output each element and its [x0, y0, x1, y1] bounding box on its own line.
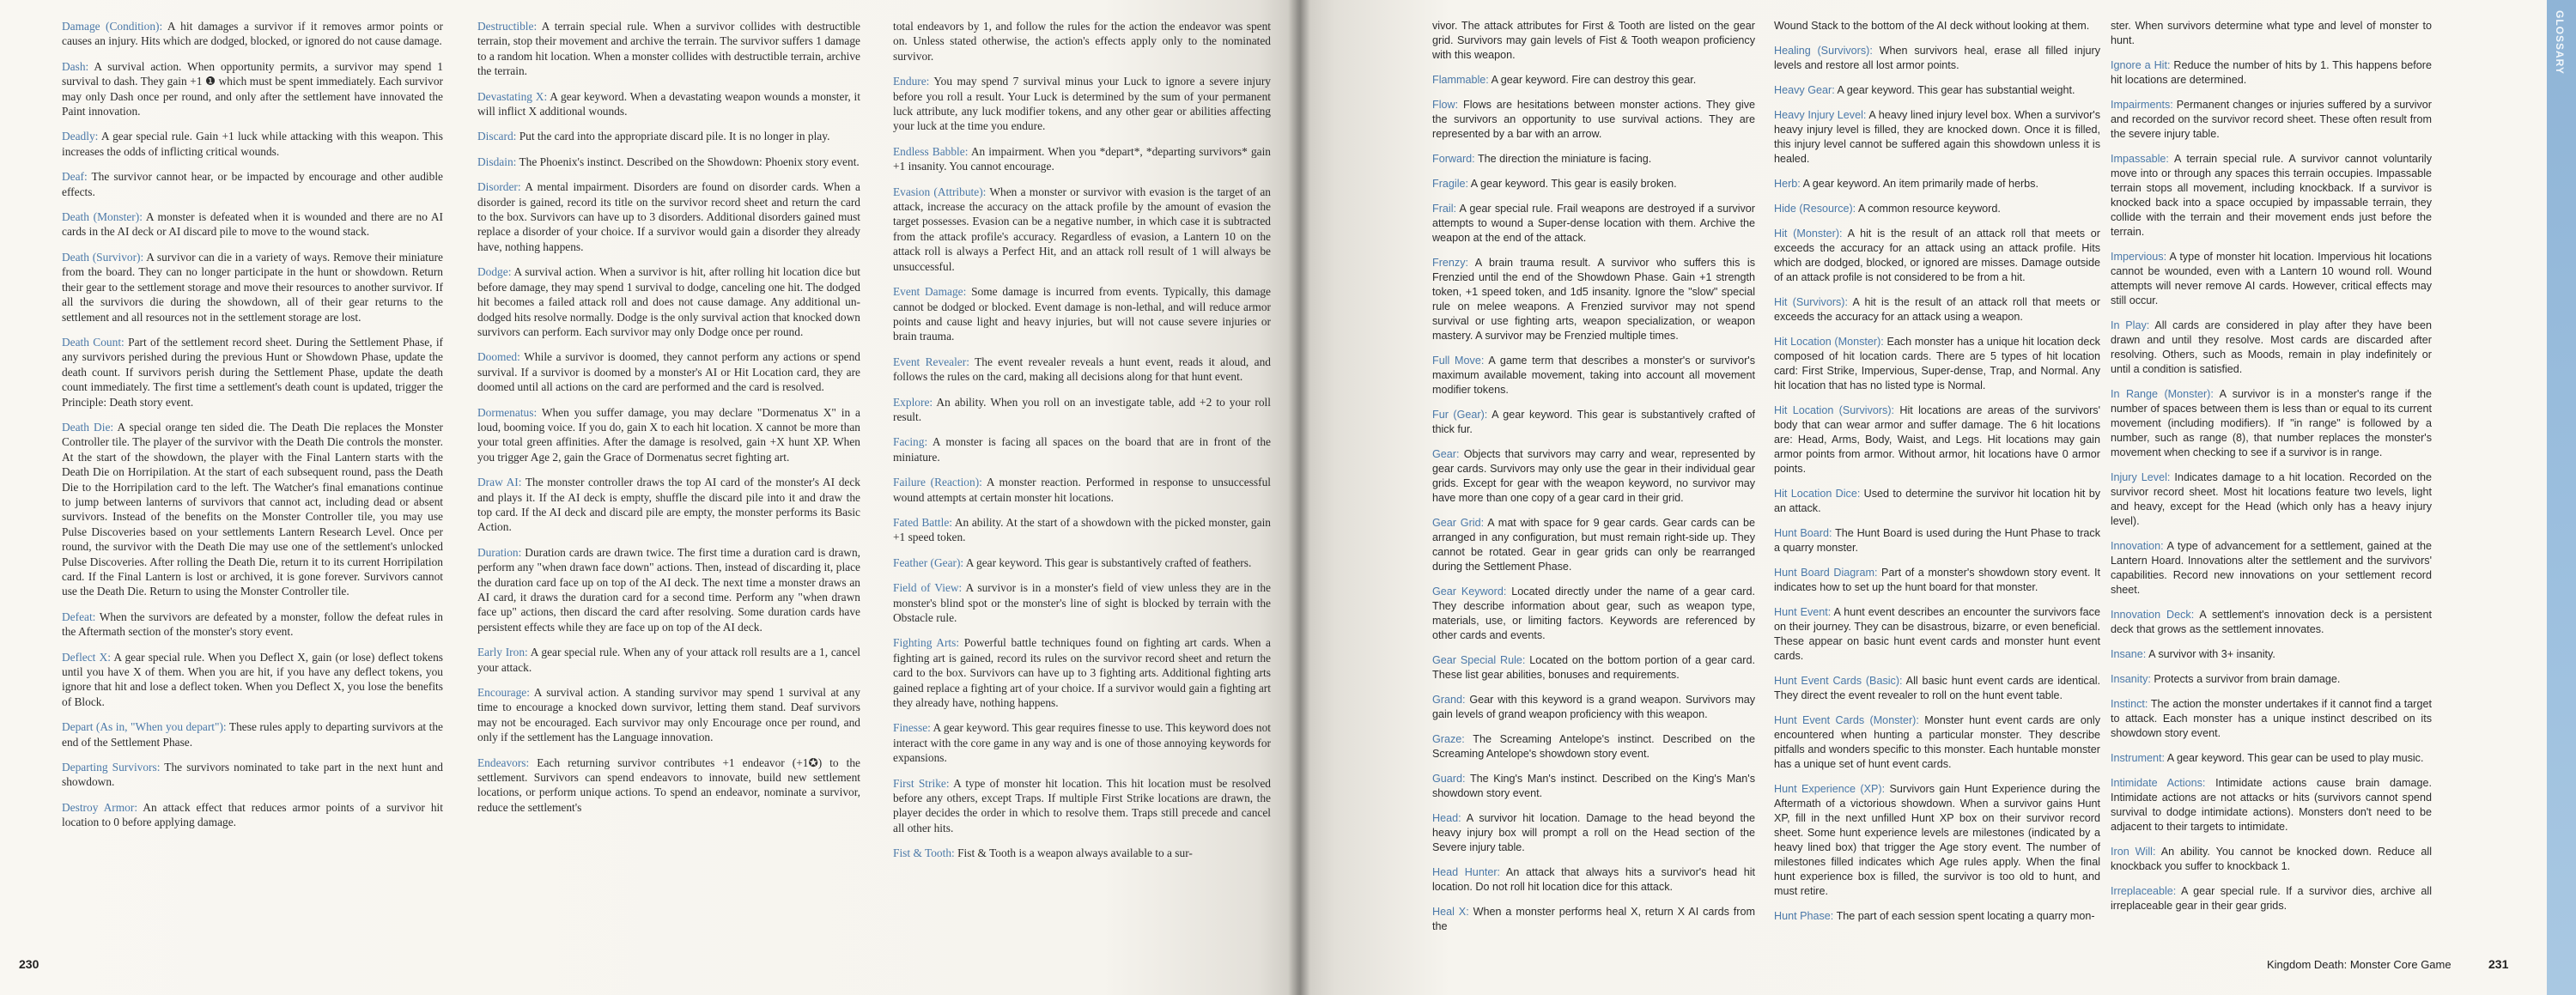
glossary-term: Hunt Board:	[1774, 527, 1832, 539]
glossary-definition: A monster reaction. Performed in response to unsuccessful wound attempts at certain monster hit locations.	[893, 476, 1271, 504]
glossary-definition: These rules apply to departing survivors at the end of the Settlement Phase.	[62, 720, 443, 749]
glossary-entry	[893, 635, 1271, 710]
glossary-term: Fragile:	[1432, 178, 1468, 190]
glossary-term: Facing:	[893, 435, 928, 449]
glossary-definition: While a survivor is doomed, they cannot perform any actions or spend survival. If a survivor is doomed by a monster's AI or Hit Location card, they are doomed until all actions on the card are performed and the card is resolved.	[477, 350, 860, 394]
glossary-term: Hunt Event:	[1774, 606, 1832, 618]
glossary-entry	[62, 719, 443, 749]
glossary-tab	[2547, 0, 2576, 995]
glossary-entry	[477, 179, 860, 254]
glossary-entry	[1774, 108, 2100, 167]
glossary-definition: A settlement's innovation deck is a persistent deck that grows as the settlement innovates.	[2111, 609, 2432, 635]
left-column-3	[893, 19, 1271, 871]
glossary-entry	[893, 355, 1271, 385]
glossary-entry	[1774, 177, 2100, 191]
glossary-entry	[62, 59, 443, 119]
glossary-term: Departing Survivors:	[62, 761, 161, 774]
glossary-term: Dodge:	[477, 265, 512, 279]
glossary-term: Injury Level:	[2111, 471, 2171, 483]
left-column-2	[477, 19, 860, 825]
glossary-definition: A monster is facing all spaces on the board that are in front of the miniature.	[893, 435, 1271, 464]
glossary-term: Depart (As in, "When you depart"):	[62, 720, 227, 734]
glossary-entry	[1774, 674, 2100, 703]
glossary-definition: A gear keyword. This gear can be used to play music.	[2165, 752, 2424, 764]
glossary-definition: The direction the miniature is facing.	[1474, 153, 1652, 165]
glossary-term: Gear Grid:	[1432, 517, 1485, 529]
glossary-entry	[2111, 751, 2432, 766]
glossary-definition: Hit locations are areas of the survivors' body that can wear armor and suffer damage. The 6 hit locations are: Head, Arms, Body, Waist, and Legs. Hit locations may gain armor points from armor. Without armor, hit locations have 0 armor points.	[1774, 404, 2101, 475]
glossary-term: Hunt Phase:	[1774, 910, 1834, 922]
glossary-definition: A gear special rule. When you Deflect X, gain (or lose) deflect tokens until you have X of them. When you are hit, if you have any deflect tokens, you ignore that hit and lose a deflect token. When you Deflect X, you lose the benefits of Block.	[62, 650, 444, 708]
glossary-entry	[477, 349, 860, 394]
glossary-definition: When a monster or survivor with evasion is the target of an attack, increase the accuracy on the attack profile by the amount of evasion the target possesses. Evasion can be a negative number, in which case it is subtracted from the attack profile's accuracy. Regardless of evasion, a Lantern 10 on the attack roll is always a Perfect Hit, and an attack roll result of 1 will always be unsuccessful.	[893, 185, 1271, 273]
glossary-definition: All basic hunt event cards are identical. They direct the event revealer to roll on the hunt event table.	[1774, 675, 2100, 701]
right-page-number: 231	[2488, 957, 2509, 971]
glossary-term: Hunt Event Cards (Monster):	[1774, 714, 1919, 726]
glossary-definition: The King's Man's instinct. Described on the King's Man's showdown story event.	[1432, 773, 1755, 799]
glossary-entry	[1432, 98, 1755, 142]
glossary-term: Devastating X:	[477, 89, 548, 103]
glossary-entry	[62, 800, 443, 830]
glossary-term: Insanity:	[2111, 673, 2151, 685]
glossary-term: Hit Location (Survivors):	[1774, 404, 1895, 416]
glossary-entry	[477, 685, 860, 745]
left-column-1	[62, 19, 443, 840]
glossary-term: Endless Babble:	[893, 144, 969, 158]
glossary-entry	[477, 405, 860, 465]
glossary-entry	[2111, 647, 2432, 662]
glossary-definition: Survivors gain Hunt Experience during the Aftermath of a victorious showdown. When a survivor gains Hunt XP, fill in the next unfilled Hunt XP box on their survivor record sheet. Some hunt experience levels are milestones (indicated by a heavy lined box) that trigger the Age story event. The number of milestones filled indicates which Age rules apply. When the final hunt experience box is filled, the survivor is too old to hunt, and must retire.	[1774, 783, 2100, 897]
glossary-entry	[477, 475, 860, 535]
glossary-definition: The Hunt Board is used during the Hunt Phase to track a quarry monster.	[1774, 527, 2100, 554]
glossary-term: Hunt Experience (XP):	[1774, 783, 1886, 795]
glossary-definition: A survivor can die in a variety of ways. Remove their miniature from the board. They can no longer participate in the hunt or showdown. Return their gear to the settlement storage and move their resources to another survivor. If all the survivors die during the showdown, all of their gear returns to the settlement and all resources not in the settlement storage are lost.	[62, 250, 443, 324]
glossary-entry	[62, 19, 443, 49]
glossary-entry	[893, 475, 1271, 505]
glossary-entry	[1432, 693, 1755, 722]
glossary-term: Death (Survivor):	[62, 250, 144, 264]
glossary-entry	[893, 555, 1271, 570]
glossary-definition: vivor. The attack attributes for First & Tooth are listed on the gear grid. Survivors may gain levels of Fist & Tooth weapon proficiency with this weapon.	[1432, 20, 1755, 61]
glossary-term: Damage (Condition):	[62, 20, 163, 33]
glossary-entry	[893, 580, 1271, 625]
glossary-term: Impervious:	[2111, 251, 2167, 263]
glossary-entry	[893, 144, 1271, 174]
right-column-2	[1774, 19, 2100, 934]
glossary-term: In Play:	[2111, 319, 2150, 331]
glossary-definition: A survivor is in a monster's range if the number of spaces between them is less than or equal to its current movement (including modifiers). If "in range" is followed by a number, such as range (8), that number replaces the monster's movement when checking to see if a survivor is in range.	[2111, 388, 2432, 458]
glossary-entry	[1432, 516, 1755, 574]
glossary-entry	[62, 650, 443, 710]
glossary-definition: A type of monster hit location. This hit location must be resolved before any others, except Traps. If multiple First Strike locations are drawn, the player decides the order in which to resolve them. Traps still precede and cancel all other hits.	[893, 776, 1271, 834]
glossary-definition: The action the monster undertakes if it cannot find a target to attack. Each monster has a unique instinct described on its showdown story event.	[2111, 698, 2432, 739]
glossary-definition: The part of each session spent locating a quarry mon-	[1833, 910, 2095, 922]
glossary-term: Duration:	[477, 545, 522, 559]
glossary-definition: A survival action. When opportunity permits, a survivor may spend 1 survival to dash. They gain +1 ❶ which must be spent immediately. Each survivor may only Dash once per round, and only after the settlement have innovated the Paint innovation.	[62, 59, 443, 118]
glossary-definition: When a monster performs heal X, return X AI cards from the	[1432, 906, 1755, 932]
glossary-entry	[893, 284, 1271, 344]
glossary-term: Death Die:	[62, 420, 114, 434]
glossary-definition: You may spend 7 survival minus your Luck to ignore a severe injury before you roll a result. Your Luck is determined by the sum of your permanent luck attribute, any luck modifier tokens, and any other gear or abilities affecting your luck at the time you endure.	[893, 75, 1271, 133]
glossary-term: Frail:	[1432, 203, 1456, 215]
glossary-term: Full Move:	[1432, 355, 1485, 367]
glossary-entry	[2111, 697, 2432, 741]
glossary-definition: An ability. When you roll on an investigate table, add +2 to your roll result.	[893, 395, 1271, 423]
glossary-term: Forward:	[1432, 153, 1475, 165]
glossary-entry	[1774, 44, 2100, 73]
glossary-definition: Indicates damage to a hit location. Recorded on the survivor record sheet. Most hit locations feature two levels, light and heavy, except for the Head (which only has a heavy injury level).	[2111, 471, 2432, 527]
glossary-entry	[893, 515, 1271, 545]
glossary-definition: Monster hunt event cards are only encountered when hunting a particular monster. They describe pitfalls and wonders specific to this monster. Each huntable monster has a unique set of hunt event cards.	[1774, 714, 2101, 770]
glossary-entry	[2111, 776, 2432, 834]
glossary-definition: ster. When survivors determine what type and level of monster to hunt.	[2111, 20, 2432, 46]
glossary-entry	[893, 74, 1271, 134]
glossary-term: Endeavors:	[477, 755, 530, 769]
glossary-term: Gear Keyword:	[1432, 585, 1507, 598]
left-page-number: 230	[19, 957, 39, 971]
glossary-definition: A special orange ten sided die. The Death Die replaces the Monster Controller tile. The player of the survivor with the Death Die controls the monster. At the start of the showdown, the player with the Final Lantern starts with the Death Die on Horripilation. At the start of each subsequent round, pass the Death Die to the Horripilation card to the left. The Watcher's final emanations continue to jump between lanterns of survivors that cannot act, including dead or absent survivors. Instead of the benefits on the Monster Controller tile, you may use Pulse Discoveries based on your settlements Lantern Research Level. Once per round, the survivor with the Death Die may use one of the settlement's unlocked Pulse Discoveries. After rolling the Death Die, return it to its current Horripilation card. If the Final Lantern is lost or archived, it is gone forever. Survivors cannot use the Death Die. Return to using the Monster Controller tile.	[62, 420, 444, 598]
glossary-entry	[477, 129, 860, 143]
running-title: Kingdom Death: Monster Core Game	[2267, 958, 2451, 971]
glossary-term: Frenzy:	[1432, 257, 1468, 269]
right-page	[1297, 0, 2576, 995]
glossary-term: Heavy Gear:	[1774, 84, 1835, 96]
glossary-entry	[2111, 470, 2432, 529]
glossary-entry	[1432, 732, 1755, 761]
glossary-term: Instinct:	[2111, 698, 2148, 710]
glossary-entry	[1432, 772, 1755, 801]
glossary-term: Grand:	[1432, 694, 1466, 706]
glossary-entry	[1432, 447, 1755, 506]
glossary-definition: A game term that describes a monster's or survivor's maximum available movement, taking into account all movement modifier tokens.	[1432, 355, 1755, 396]
glossary-entry	[893, 720, 1271, 765]
glossary-definition: All cards are considered in play after they have been drawn and until they resolve. Most cards are discarded after resolving. Others, such as Moods, remain in play indefinitely or until a condition is satisfied.	[2111, 319, 2432, 375]
glossary-definition: The Phoenix's instinct. Described on the Showdown: Phoenix story event.	[516, 155, 860, 168]
glossary-term: Fist & Tooth:	[893, 846, 955, 860]
glossary-term: Hit (Monster):	[1774, 228, 1843, 240]
glossary-term: Feather (Gear):	[893, 555, 964, 569]
glossary-entry	[1774, 909, 2100, 924]
glossary-entry	[1432, 408, 1755, 437]
glossary-entry	[2111, 539, 2432, 598]
glossary-term: Flow:	[1432, 99, 1459, 111]
glossary-definition: When the survivors are defeated by a monster, follow the defeat rules in the Aftermath section of the monster's story event.	[62, 610, 443, 639]
glossary-definition: A gear special rule. Gain +1 luck while attacking with this weapon. This increases the odds of inflicting critical wounds.	[62, 130, 443, 158]
glossary-definition: Fist & Tooth is a weapon always available to a sur-	[954, 846, 1193, 860]
glossary-term: Failure (Reaction):	[893, 476, 982, 489]
glossary-term: Dormenatus:	[477, 405, 538, 419]
glossary-term: Finesse:	[893, 721, 931, 735]
glossary-term: Deflect X:	[62, 650, 111, 664]
glossary-term: Fated Battle:	[893, 515, 953, 529]
glossary-entry	[1432, 354, 1755, 397]
glossary-entry	[62, 420, 443, 599]
glossary-term: Impairments:	[2111, 99, 2173, 111]
glossary-definition: Located directly under the name of a gear card. They describe information about gear, such as weapon type, materials, use, or limiting factors. Keywords are referenced by other cards and events.	[1432, 585, 1755, 641]
glossary-definition: A gear special rule. When any of your attack roll results are a 1, cancel your attack.	[477, 646, 861, 674]
glossary-term: Hit Location Dice:	[1774, 488, 1861, 500]
glossary-definition: A hit is the result of an attack roll that meets or exceeds the accuracy for an attack using an attack profile. Hits which are dodged, blocked, or ignored are misses. Damage outside of an attack profile is not considered to be from a hit.	[1774, 228, 2100, 283]
glossary-entry	[2111, 19, 2432, 48]
glossary-term: Disorder:	[477, 180, 521, 194]
glossary-entry	[1774, 227, 2100, 285]
glossary-definition: A mat with space for 9 gear cards. Gear cards can be arranged in any configuration, but must remain right-side up. They cannot be rotated. Gear in gear grids can only be rearranged during the Settlement Phase.	[1432, 517, 1755, 573]
glossary-definition: A gear keyword. This gear is substantively crafted of feathers.	[963, 555, 1252, 569]
glossary-definition: When survivors heal, erase all filled injury levels and restore all lost armor points.	[1774, 45, 2100, 71]
glossary-entry	[62, 169, 443, 199]
glossary-term: Defeat:	[62, 610, 96, 623]
glossary-term: Dash:	[62, 59, 89, 73]
glossary-tab-label: GLOSSARY	[2554, 10, 2566, 75]
glossary-entry	[1432, 177, 1755, 191]
glossary-definition: A hit damages a survivor if it removes armor points or causes an injury. Hits which are dodged, blocked, or ignored do not cause damage.	[62, 20, 443, 48]
glossary-term: Heavy Injury Level:	[1774, 109, 1867, 121]
glossary-term: Encourage:	[477, 686, 530, 700]
glossary-definition: A gear keyword. This gear is easily broken.	[1468, 178, 1677, 190]
glossary-definition: Part of the settlement record sheet. During the Settlement Phase, if any survivors perished during the previous Hunt or Showdown Phase, update the death count. If survivors perish during the Settlement Phase, update the death count immediately. The first time a settlement's death count is updated, trigger the Principle: Death story event.	[62, 335, 443, 409]
glossary-term: Irreplaceable:	[2111, 885, 2177, 897]
glossary-term: Field of View:	[893, 581, 963, 595]
glossary-entry	[477, 155, 860, 169]
glossary-definition: Put the card into the appropriate discard pile. It is no longer in play.	[516, 130, 830, 143]
glossary-entry	[893, 395, 1271, 425]
glossary-definition: Each returning survivor contributes +1 endeavor (+1✪) to the settlement. Survivors can spend endeavors to innovate, build new settlement locations, or perform unique actions. To spend an endeavor, nominate a survivor, reduce the settlement's	[477, 755, 860, 814]
glossary-definition: A terrain special rule. When a survivor collides with destructible terrain, stop their movement and archive the terrain. The survivor suffers 1 damage to a random hit location. When a monster collides with destructible terrain, archive the terrain.	[477, 20, 860, 78]
glossary-entry	[2111, 58, 2432, 88]
glossary-term: Herb:	[1774, 178, 1801, 190]
glossary-entry	[1774, 487, 2100, 516]
glossary-term: Iron Will:	[2111, 846, 2156, 858]
book-gutter-shadow	[1288, 0, 1310, 995]
glossary-term: Insane:	[2111, 648, 2147, 660]
glossary-definition: An impairment. When you *depart*, *departing survivors* gain +1 insanity. You cannot encourage.	[893, 144, 1271, 173]
glossary-definition: An attack effect that reduces armor points of a survivor hit location to 0 before applying damage.	[62, 800, 443, 829]
glossary-term: Flammable:	[1432, 74, 1489, 86]
glossary-entry	[62, 610, 443, 640]
glossary-entry	[2111, 672, 2432, 687]
glossary-definition: Flows are hesitations between monster actions. They give the survivors an opportunity to use survival actions. They are represented by a bar with an arrow.	[1432, 99, 1755, 140]
glossary-term: Death (Monster):	[62, 210, 143, 224]
glossary-definition: Some damage is incurred from events. Typically, this damage cannot be dodged or blocked. Event damage is non-lethal, and will reduce armor points and cause light and heavy injuries, but will not cause severe injuries or brain trauma.	[893, 285, 1271, 343]
glossary-entry	[477, 19, 860, 79]
glossary-definition: A type of advancement for a settlement, gained at the Lantern Hoard. Innovations alter the settlement and the survivors' capabilities. Record new innovations on your settlement record sheet.	[2111, 540, 2432, 596]
glossary-entry	[1432, 19, 1755, 63]
glossary-entry	[1774, 335, 2100, 393]
glossary-term: Gear:	[1432, 448, 1460, 460]
glossary-definition: Reduce the number of hits by 1. This happens before hit locations are determined.	[2111, 59, 2432, 86]
glossary-definition: An ability. At the start of a showdown with the picked monster, gain +1 speed token.	[893, 515, 1271, 544]
glossary-entry	[1774, 202, 2100, 216]
glossary-definition: A survival action. When a survivor is hit, after rolling hit location dice but before damage, they may spend 1 survival to dodge, canceling one hit. The dodged hit becomes a failed attack roll and does not cause damage. Any additional un-dodged hits resolve normally. Dodge is the only survival action that knocked down survivors can perform. Each survivor may only Dodge once per round.	[477, 265, 860, 338]
glossary-entry	[1774, 526, 2100, 555]
glossary-entry	[1432, 585, 1755, 643]
glossary-definition: A hunt event describes an encounter the survivors face on their journey. They can be disastrous, bizarre, or even beneficial. These appear on basic hunt event cards and monster hunt event cards.	[1774, 606, 2100, 662]
glossary-term: Endure:	[893, 75, 930, 88]
glossary-entry	[1432, 811, 1755, 855]
glossary-entry	[1774, 403, 2100, 476]
glossary-definition: Part of a monster's showdown story event. It indicates how to set up the hunt board for that monster.	[1774, 567, 2100, 593]
glossary-definition: A survivor hit location. Damage to the head beyond the heavy injury box will prompt a roll on the Head section of the Severe injury table.	[1432, 812, 1755, 853]
glossary-entry	[1432, 256, 1755, 343]
glossary-entry	[893, 846, 1271, 860]
glossary-entry	[893, 776, 1271, 836]
glossary-definition: A gear keyword. This gear is substantively crafted of thick fur.	[1432, 409, 1755, 435]
glossary-definition: A survivor is in a monster's field of view unless they are in the monster's blind spot or the monster's line of sight is blocked by terrain with the Obstacle rule.	[893, 581, 1271, 624]
glossary-term: Hit Location (Monster):	[1774, 336, 1884, 348]
glossary-term: Disdain:	[477, 155, 517, 168]
glossary-definition: total endeavors by 1, and follow the rules for the action the endeavor was spent on. Unless stated otherwise, the action's effects apply only to the nominated survivor.	[893, 20, 1271, 63]
glossary-term: Evasion (Attribute):	[893, 185, 987, 198]
glossary-definition: An ability. You cannot be knocked down. Reduce all knockback you suffer to knockback 1.	[2111, 846, 2432, 872]
right-column-1	[1432, 19, 1755, 944]
glossary-definition: A survival action. A standing survivor may spend 1 survival at any time to encourage a knocked down survivor, letting them stand. Deaf survivors may not be encouraged. Each survivor may only Encourage once per round, and only if the settlement has the Language innovation.	[477, 686, 860, 744]
glossary-definition: A common resource keyword.	[1856, 203, 2001, 215]
glossary-term: First Strike:	[893, 776, 950, 790]
glossary-term: Ignore a Hit:	[2111, 59, 2171, 71]
glossary-definition: A gear keyword. An item primarily made of herbs.	[1800, 178, 2038, 190]
glossary-term: Deaf:	[62, 170, 88, 184]
glossary-term: Head Hunter:	[1432, 866, 1501, 878]
glossary-definition: Gear with this keyword is a grand weapon. Survivors may gain levels of grand weapon proficiency with this weapon.	[1432, 694, 1755, 720]
glossary-term: Fur (Gear):	[1432, 409, 1488, 421]
glossary-definition: Duration cards are drawn twice. The first time a duration card is drawn, perform any "when drawn face down" actions. Then, instead of discarding it, place the duration card face up on top of the AI deck. The next time a monster draws an AI card, it draws the duration card for a second time. Perform any "when drawn face up" actions, then discard the card after resolving. Some duration cards have persistent effects while they are face up on top of the AI deck.	[477, 545, 860, 634]
glossary-term: Healing (Survivors):	[1774, 45, 1873, 57]
glossary-term: Graze:	[1432, 733, 1465, 745]
glossary-entry	[62, 129, 443, 159]
glossary-definition: Permanent changes or injuries suffered by a survivor and recorded on the survivor record sheet. These often result from the severe injury table.	[2111, 99, 2432, 140]
glossary-definition: Used to determine the survivor hit location hit by an attack.	[1774, 488, 2101, 514]
glossary-entry	[1432, 152, 1755, 167]
glossary-term: Destructible:	[477, 20, 538, 33]
glossary-definition: A gear keyword. When a devastating weapon wounds a monster, it will inflict X additional wounds.	[477, 89, 861, 118]
glossary-definition: Objects that survivors may carry and wear, represented by gear cards. Survivors may only use the gear in their individual gear grids. Except for gear with the weapon keyword, no survivor may have more than one copy of a gear card in their grid.	[1432, 448, 1755, 504]
glossary-entry	[1432, 905, 1755, 934]
glossary-entry	[477, 264, 860, 339]
glossary-entry	[1774, 566, 2100, 595]
glossary-definition: A gear keyword. This gear requires finesse to use. This keyword does not interact with the core game in any way and is one of those annoying keywords for expansions.	[893, 721, 1271, 765]
glossary-entry	[2111, 152, 2432, 240]
glossary-definition: The event revealer reveals a hunt event, reads it aloud, and follows the rules on the card, making all decisions along for that hunt event.	[893, 355, 1271, 384]
glossary-definition: Each monster has a unique hit location deck composed of hit location cards. There are 5 types of hit location card: First Strike, Impervious, Super-dense, Trap, and Normal. Any hit location that has no listed type is Normal.	[1774, 336, 2100, 391]
glossary-definition: A hit is the result of an attack roll that meets or exceeds the accuracy for an attack using a weapon.	[1774, 296, 2100, 323]
glossary-definition: A monster is defeated when it is wounded and there are no AI cards in the AI deck or AI discard pile to move to the wound stack.	[62, 210, 443, 239]
glossary-term: Explore:	[893, 395, 933, 409]
glossary-entry	[62, 209, 443, 240]
glossary-entry	[1774, 83, 2100, 98]
glossary-entry	[2111, 608, 2432, 637]
glossary-definition: The Screaming Antelope's instinct. Described on the Screaming Antelope's showdown story event.	[1432, 733, 1755, 760]
glossary-definition: Located on the bottom portion of a gear card. These list gear abilities, bonuses and requirements.	[1432, 654, 1755, 681]
glossary-term: In Range (Monster):	[2111, 388, 2214, 400]
glossary-definition: A brain trauma result. A survivor who suffers this is Frenzied until the end of the Showdown Phase. Gain +1 strength token, +1 speed token, and 1d5 insanity. Ignore the "slow" special rule on melee weapons. A Frenzied survivor may not spend survival or use fighting arts, weapon specialization, or weapon mastery. A survivor may be Frenzied multiple times.	[1432, 257, 1755, 342]
glossary-term: Draw AI:	[477, 476, 522, 489]
glossary-term: Instrument:	[2111, 752, 2165, 764]
glossary-term: Intimidate Actions:	[2111, 777, 2206, 789]
glossary-definition: The survivor cannot hear, or be impacted by encourage and other audible effects.	[62, 170, 443, 198]
glossary-term: Heal X:	[1432, 906, 1469, 918]
glossary-definition: Wound Stack to the bottom of the AI deck without looking at them.	[1774, 20, 2090, 32]
glossary-entry	[893, 434, 1271, 464]
glossary-entry	[1432, 865, 1755, 895]
right-column-3	[2111, 19, 2432, 924]
glossary-term: Discard:	[477, 130, 517, 143]
glossary-definition: A gear special rule. If a survivor dies, archive all irreplaceable gear in their gear grids.	[2111, 885, 2432, 912]
glossary-entry	[477, 89, 860, 119]
glossary-definition: An attack that always hits a survivor's head hit location. Do not roll hit location dice for this attack.	[1432, 866, 1755, 893]
glossary-definition: A mental impairment. Disorders are found on disorder cards. When a disorder is gained, record its title on the survivor record sheet and return the card to the box. Survivors can have up to 3 disorders. Additional disorders gained must replace a disorder of your choice. If a survivor would gain a disorder they already have, nothing happens.	[477, 180, 860, 253]
glossary-entry	[477, 545, 860, 634]
glossary-term: Fighting Arts:	[893, 636, 960, 650]
glossary-definition: A terrain special rule. A survivor cannot voluntarily move into or through any spaces this terrain occupies. Impassable terrain stops all movement, including knockback. If a survivor is knocked back into a space occupied by impassable terrain, they collide with the terrain and their movement ends just before the terrain.	[2111, 153, 2432, 238]
glossary-term: Impassable:	[2111, 153, 2169, 165]
glossary-entry	[1432, 202, 1755, 246]
glossary-definition: A type of monster hit location. Impervious hit locations cannot be wounded, even with a Lantern 10 wound roll. Wound attempts will never remove AI cards. However, critical effects may still occur.	[2111, 251, 2432, 306]
glossary-term: Gear Special Rule:	[1432, 654, 1526, 666]
glossary-entry	[2111, 387, 2432, 460]
glossary-entry	[1774, 19, 2100, 33]
glossary-term: Innovation:	[2111, 540, 2164, 552]
glossary-definition: Protects a survivor from brain damage.	[2150, 673, 2341, 685]
glossary-entry	[1774, 713, 2100, 772]
glossary-definition: A gear keyword. Fire can destroy this gear.	[1488, 74, 1697, 86]
glossary-entry	[2111, 319, 2432, 377]
glossary-entry	[1774, 605, 2100, 664]
glossary-term: Hunt Board Diagram:	[1774, 567, 1878, 579]
glossary-term: Hunt Event Cards (Basic):	[1774, 675, 1903, 687]
glossary-term: Hit (Survivors):	[1774, 296, 1849, 308]
glossary-entry	[62, 250, 443, 325]
glossary-definition: The monster controller draws the top AI card of the monster's AI deck and plays it. If the AI deck is empty, shuffle the discard pile into it and draw the top card. If the AI deck and discard pile are empty, the monster performs its Basic Action.	[477, 476, 860, 534]
glossary-entry	[2111, 250, 2432, 308]
glossary-entry	[62, 335, 443, 410]
glossary-entry	[893, 185, 1271, 274]
glossary-term: Event Damage:	[893, 285, 967, 299]
glossary-term: Guard:	[1432, 773, 1466, 785]
glossary-term: Event Revealer:	[893, 355, 969, 368]
glossary-term: Destroy Armor:	[62, 800, 138, 814]
glossary-term: Head:	[1432, 812, 1461, 824]
glossary-entry	[477, 755, 860, 816]
glossary-entry	[2111, 884, 2432, 913]
glossary-term: Innovation Deck:	[2111, 609, 2195, 621]
glossary-entry	[893, 19, 1271, 64]
glossary-definition: When you suffer damage, you may declare "Dormenatus X" in a loud, booming voice. If you do, gain X to each hit location. X cannot be more than your total green affinities. After the damage is resolved, gain +X hunt XP. When you trigger Age 2, gain the Grace of Dormenatus secret fighting art.	[477, 405, 860, 464]
glossary-definition: Intimidate actions cause brain damage. Intimidate actions are not attacks or hits (survivors cannot spend survival to dodge intimidate actions). Monsters don't need to be adjacent to their targets to intimidate.	[2111, 777, 2432, 833]
glossary-entry	[477, 645, 860, 675]
glossary-definition: A gear keyword. This gear has substantial weight.	[1834, 84, 2075, 96]
glossary-term: Doomed:	[477, 350, 520, 364]
glossary-entry	[1432, 73, 1755, 88]
glossary-term: Deadly:	[62, 130, 99, 143]
glossary-entry	[1774, 295, 2100, 325]
glossary-entry	[1432, 653, 1755, 683]
glossary-definition: Powerful battle techniques found on fighting art cards. When a fighting art is gained, record its rules on the survivor record sheet and return the card to the box. Survivors can have up to 3 fighting arts. Additional fighting arts gained replace a fighting art of your choice. If a survivor would gain a fighting art they already have, nothing happens.	[893, 636, 1271, 710]
glossary-definition: A heavy lined injury level box. When a survivor's heavy injury level is filled, they are knocked down. Once it is filled, this injury level cannot be suffered again this showdown unless it is healed.	[1774, 109, 2100, 165]
glossary-term: Death Count:	[62, 335, 125, 349]
glossary-entry	[1774, 782, 2100, 899]
glossary-entry	[2111, 845, 2432, 874]
glossary-definition: A gear special rule. Frail weapons are destroyed if a survivor attempts to wound a Super-dense location with them. Archive the weapon at the end of the attack.	[1432, 203, 1755, 244]
glossary-term: Early Iron:	[477, 646, 528, 659]
glossary-entry	[62, 760, 443, 790]
glossary-term: Hide (Resource):	[1774, 203, 1856, 215]
glossary-definition: The survivors nominated to take part in the next hunt and showdown.	[62, 761, 443, 789]
glossary-entry	[2111, 98, 2432, 142]
glossary-definition: A survivor with 3+ insanity.	[2146, 648, 2275, 660]
